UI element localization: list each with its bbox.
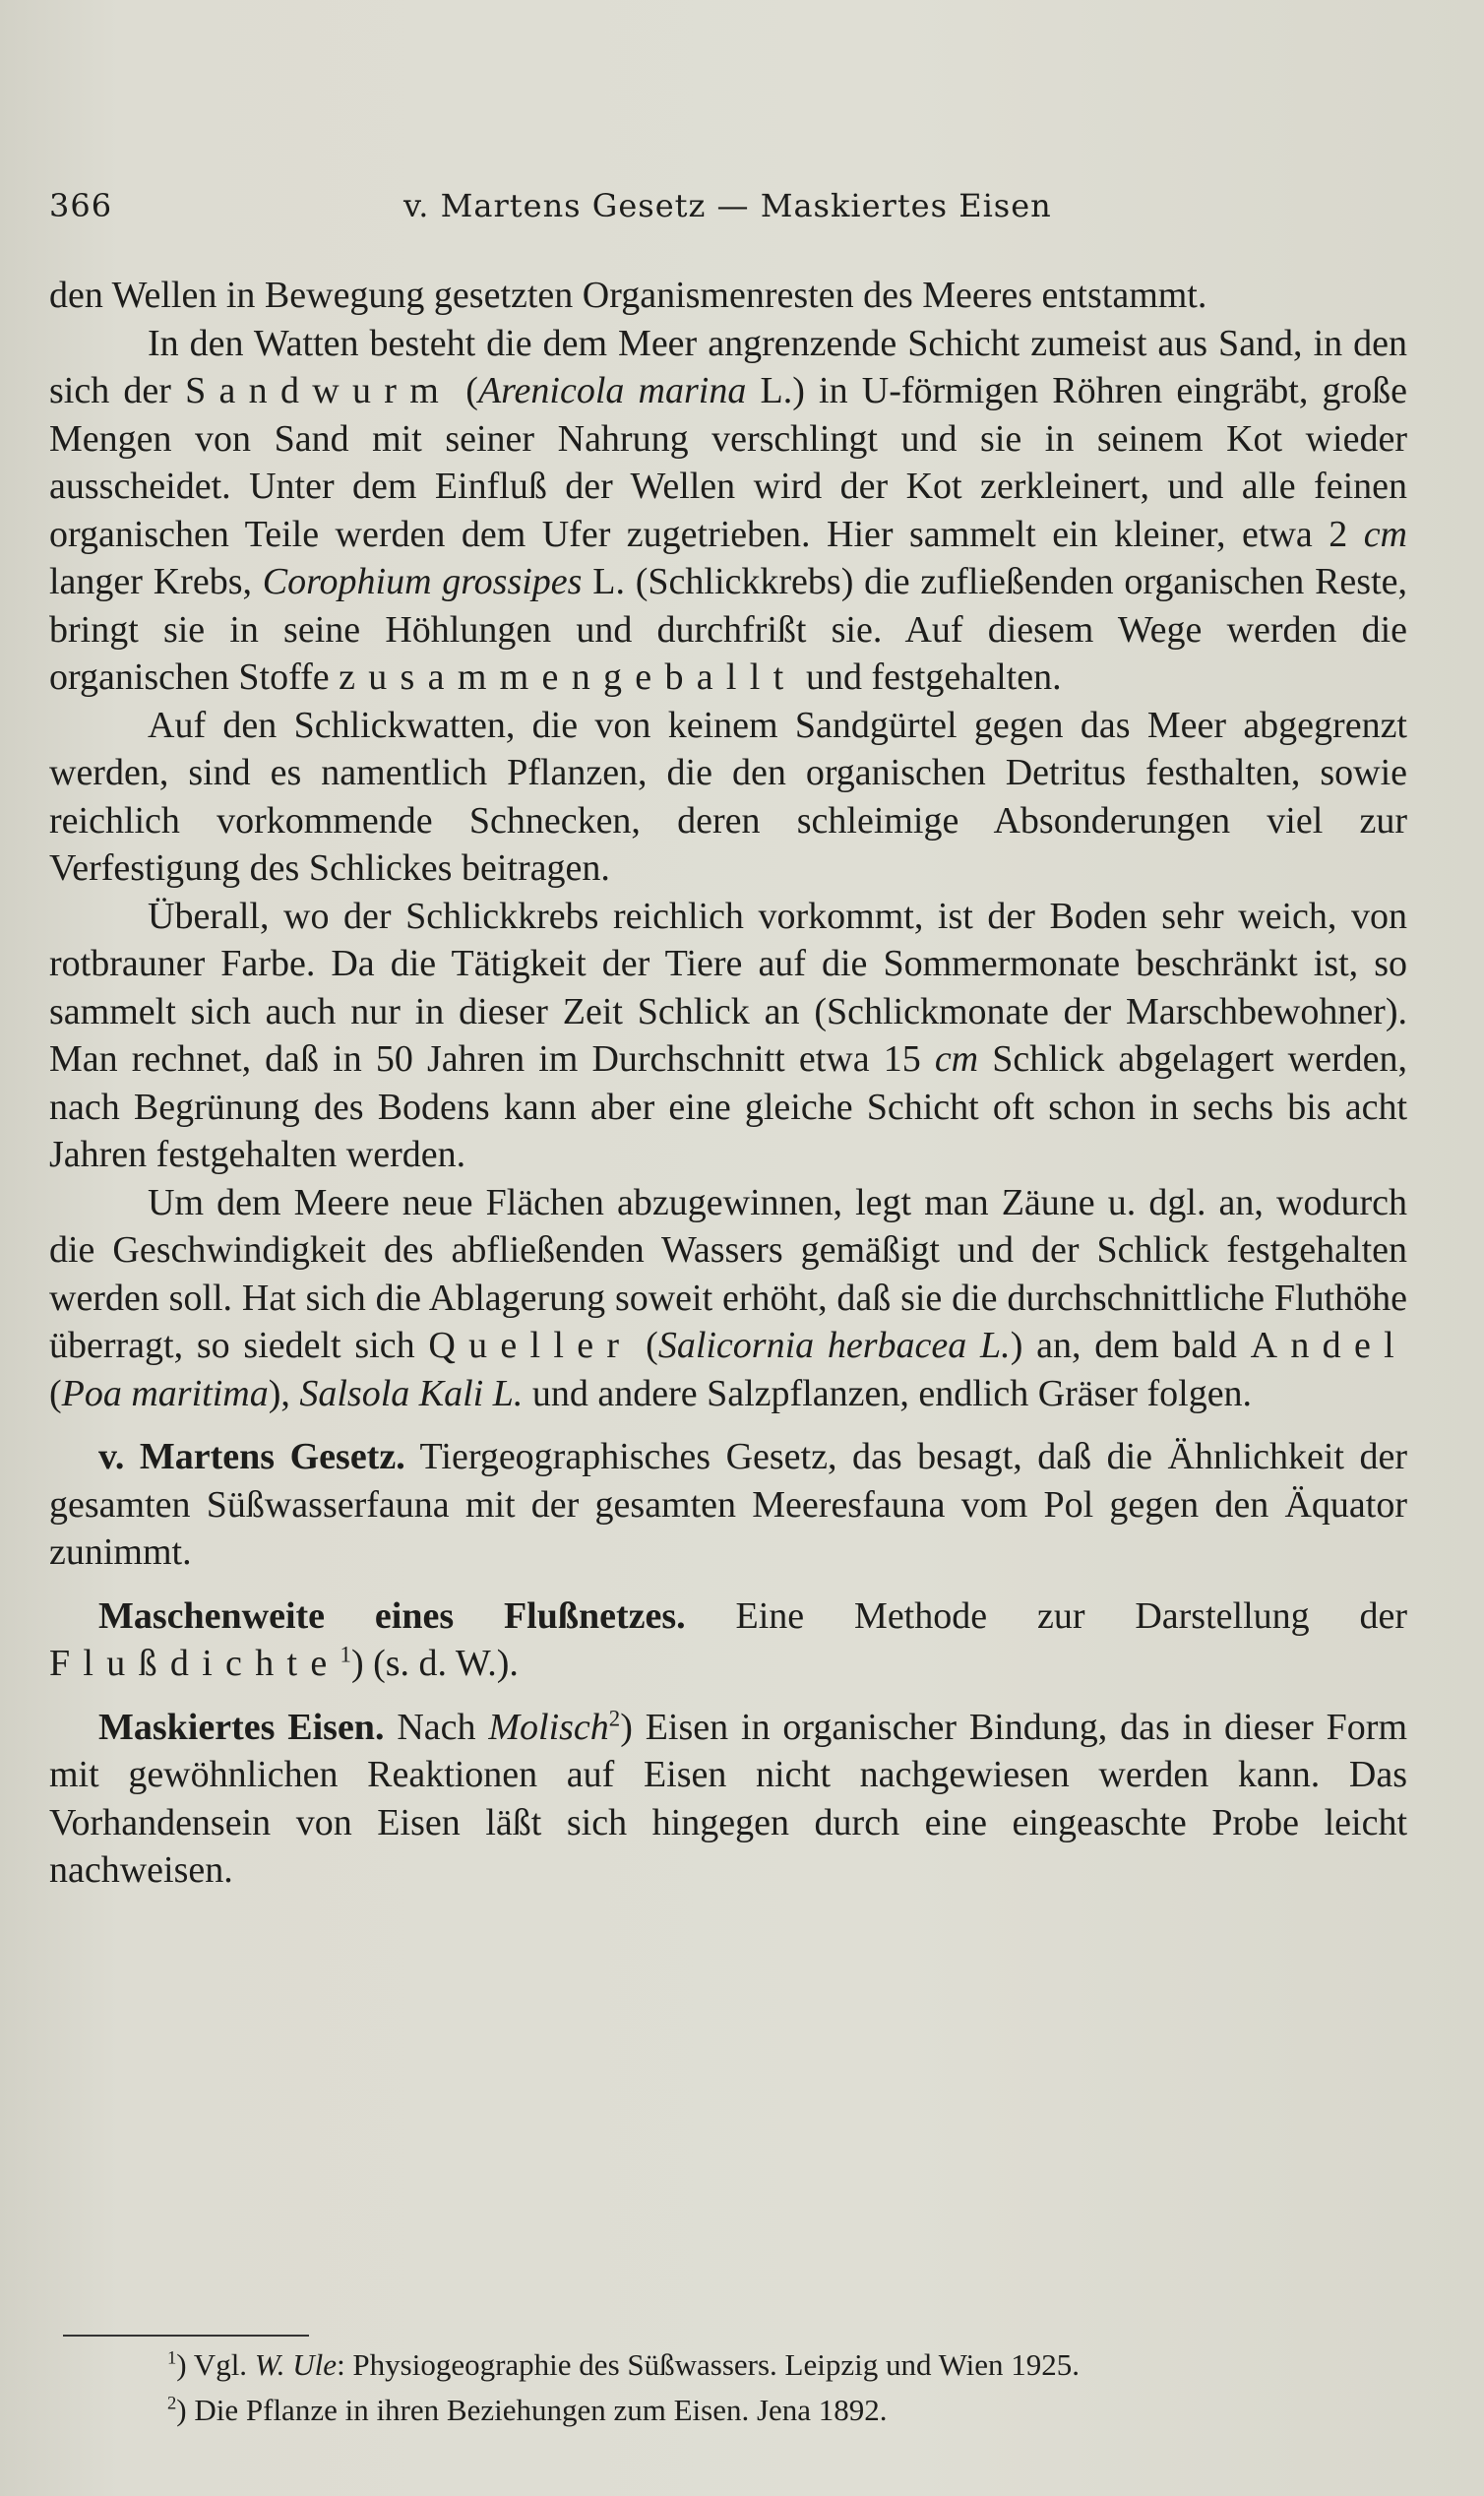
paragraph-schlickwatten [49,702,1407,893]
paragraph-continuation [49,272,1407,320]
paragraph-schlickkrebs [49,893,1407,1179]
text-run: Schlick abgelagert werden, nach Begrünung des Bodens kann aber eine gleiche Schicht oft schon in sechs bis acht Jahren festgehalten werden. [49,1038,1408,1175]
entry-maskiertes-eisen [49,1704,1407,1895]
text-run: den Wellen in Bewegung gesetzten Organismenresten des Meeres entstammt. [49,275,1207,316]
running-title: v. Martens Gesetz — Maskiertes Eisen [403,187,1052,224]
spaced-term: Sandwurm [185,370,453,411]
species-name: Salicornia herbacea L. [657,1325,1011,1366]
running-header [49,187,1407,236]
footnote-mark: 1 [167,2347,177,2369]
unit: cm [934,1038,979,1080]
entry-term: Maschenweite eines Flußnetzes. [98,1594,686,1637]
text-run: Nach [384,1706,489,1748]
footnote-2 [49,2388,1407,2433]
paragraph-watten [49,320,1407,702]
text-run: ) (s. d. W.). [350,1643,519,1684]
unit: cm [1363,513,1407,555]
page-number: 366 [49,187,113,224]
footnote-ref: 2 [608,1705,621,1730]
species-name: Poa maritima [61,1372,269,1414]
entry-term: Maskiertes Eisen. [98,1706,385,1748]
text-run: ( [49,1372,62,1414]
text-run: ) Die Pflanze in ihren Beziehungen zum Eisen. Jena 1892. [176,2393,888,2427]
footnote-divider [63,2335,309,2337]
text-run: Überall, wo der Schlickkrebs reichlich vorkommt, ist der Boden sehr weich, von rotbrauner Farbe. Da die Tätigkeit der Tiere auf die Sommermonate beschränkt ist, so sammelt sich auch nur in dieser Zeit Schlick an (Schlickmonate der Marschbewohner). Man rechnet, daß in 50 Jahren im Durchschnitt etwa 15 [49,895,1407,1080]
author-name: W. Ule [254,2347,338,2382]
entry-martens-gesetz [49,1433,1407,1577]
spaced-term: Flußdichte [49,1643,340,1684]
text-run: Um dem Meere neue Flächen abzugewinnen, legt man Zäune u. dgl. an, wodurch die Geschwindigkeit des abfließenden Wassers gemäßigt und der Schlick festgehalten werden soll. Hat sich die Ablagerung soweit erhöht, daß sie die durchschnittliche Fluthöhe überragt, so siedelt sich [49,1181,1407,1366]
footnotes [49,2342,1407,2433]
body-text [49,272,1407,1895]
entry-maschenweite [49,1592,1407,1688]
text-run: ) an, dem bald [1010,1325,1251,1366]
text-run: Eine Methode zur Darstellung der [685,1594,1408,1637]
entry-term: v. Martens Gesetz. [98,1436,405,1477]
text-run: In den Watten besteht die dem Meer angrenzende Schicht zumeist aus Sand, in den sich der [49,322,1407,411]
text-run: und andere Salzpflanzen, endlich Gräser folgen. [523,1372,1253,1414]
text-run: : Physiogeographie des Süßwassers. Leipzig und Wien 1925. [337,2347,1081,2382]
paragraph-landgewinnung [49,1179,1407,1418]
text-run: ) Eisen in organischer Bindung, das in dieser Form mit gewöhnlichen Reaktionen auf Eisen nicht nachgewiesen werden kann. Das Vorhandensein von Eisen läßt sich hingegen durch eine eingeaschte Probe leicht nachweisen. [49,1706,1407,1891]
spaced-term: zusammengeballt [339,656,797,698]
text-run: L.) in U-förmigen Röhren eingräbt, große Mengen von Sand mit seiner Nahrung verschlingt und sie in seinem Kot wieder ausscheidet. Unter dem Einfluß der Wellen wird der Kot zerkleinert, und alle feinen organischen Teile werden dem Ufer zugetrieben. Hier sammelt ein kleiner, etwa 2 [49,370,1408,555]
species-name: Arenicola marina [477,370,747,411]
text-run: L. (Schlickkrebs) die zufließenden organischen Reste, bringt sie in seine Höhlungen und durchfrißt sie. Auf diesem Wege werden die organischen Stoffe [49,561,1408,698]
text-run: ), [268,1372,300,1414]
footnote-ref: 1 [340,1642,351,1667]
species-name: Corophium grossipes [262,561,583,602]
spaced-term: Andel [1250,1325,1407,1366]
text-run: ( [452,370,478,411]
text-run: und festgehalten. [796,656,1062,698]
text-run: langer Krebs, [49,561,263,602]
text-run: ) Vgl. [176,2347,255,2382]
author-name: Molisch [488,1706,609,1748]
footnote-mark: 2 [167,2393,177,2414]
text-run: ( [632,1325,658,1366]
species-name: Salsola Kali L. [299,1372,524,1414]
spaced-term: Queller [428,1325,633,1366]
text-run: Auf den Schlickwatten, die von keinem Sandgürtel gegen das Meer abgegrenzt werden, sind es namentlich Pflanzen, die den organischen Detritus festhalten, sowie reichlich vorkommende Schnecken, deren schleimige Absonderungen viel zur Verfestigung des Schlickes beitragen. [49,704,1407,889]
text-run: Tiergeographisches Gesetz, das besagt, daß die Ähnlichkeit der gesamten Süßwasserfauna mit der gesamten Meeresfauna vom Pol gegen den Äquator zunimmt. [49,1436,1408,1573]
footnote-1 [49,2342,1407,2388]
